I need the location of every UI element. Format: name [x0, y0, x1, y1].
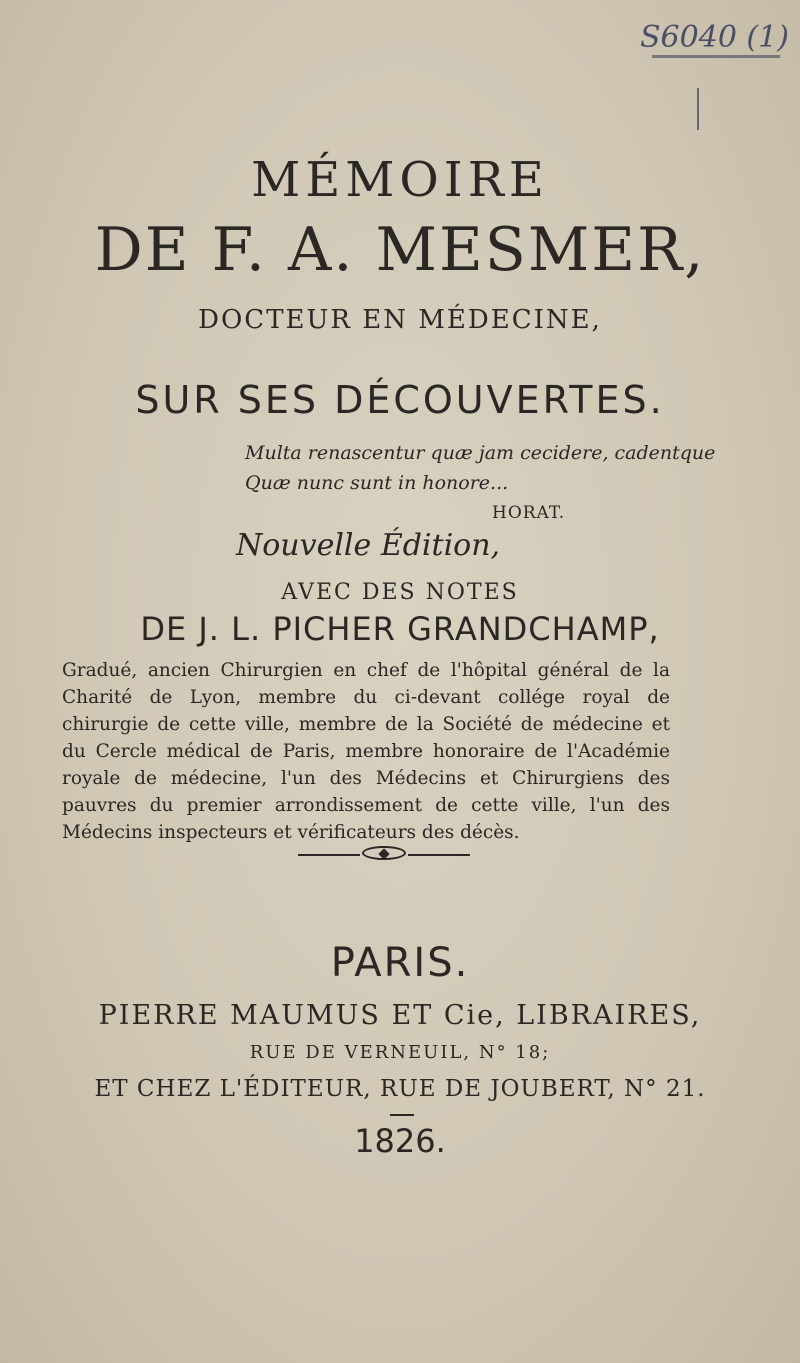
shelfmark-underline — [652, 55, 780, 58]
epigraph-attribution: HORAT. — [492, 503, 566, 523]
shelfmark-bar — [697, 88, 699, 130]
epigraph-line-2: Quæ nunc sunt in honore... — [245, 472, 509, 494]
editor-name: DE J. L. PICHER GRANDCHAMP, — [140, 610, 660, 648]
ornament-divider — [298, 848, 470, 860]
title-line-3: DOCTEUR EN MÉDECINE, — [198, 305, 602, 335]
notes-label: AVEC DES NOTES — [281, 580, 519, 605]
imprint-city: PARIS. — [330, 940, 470, 986]
imprint-year: 1826. — [354, 1122, 446, 1160]
imprint-publisher: PIERRE MAUMUS ET Cie, LIBRAIRES, — [98, 1000, 702, 1031]
imprint-second: ET CHEZ L'ÉDITEUR, RUE DE JOUBERT, N° 21. — [94, 1076, 706, 1102]
title-line-2: DE F. A. MESMER, — [94, 215, 706, 285]
epigraph-line-1: Multa renascentur quæ jam cecidere, cadentque — [245, 442, 716, 464]
short-rule — [390, 1114, 414, 1116]
editor-description: Gradué, ancien Chirurgien en chef de l'hôpital général de la Charité de Lyon, membre du ci-devant collége royal de chirurgie de cette ville, membre de la Société de médecine et du Cercle médical de Paris, membre honoraire de l'Académie royale de médecine, l'un des Médecins et Chirurgiens des pauvres du premier arrondissement de cette ville, l'un des Médecins inspecteurs et vérificateurs des décès. — [62, 660, 670, 843]
title-line-4: SUR SES DÉCOUVERTES. — [135, 378, 665, 422]
imprint-address: RUE DE VERNEUIL, N° 18; — [249, 1042, 551, 1063]
edition-label: Nouvelle Édition, — [236, 528, 501, 563]
title-line-1: MÉMOIRE — [251, 152, 549, 208]
shelfmark: S6040 (1) — [640, 20, 789, 55]
